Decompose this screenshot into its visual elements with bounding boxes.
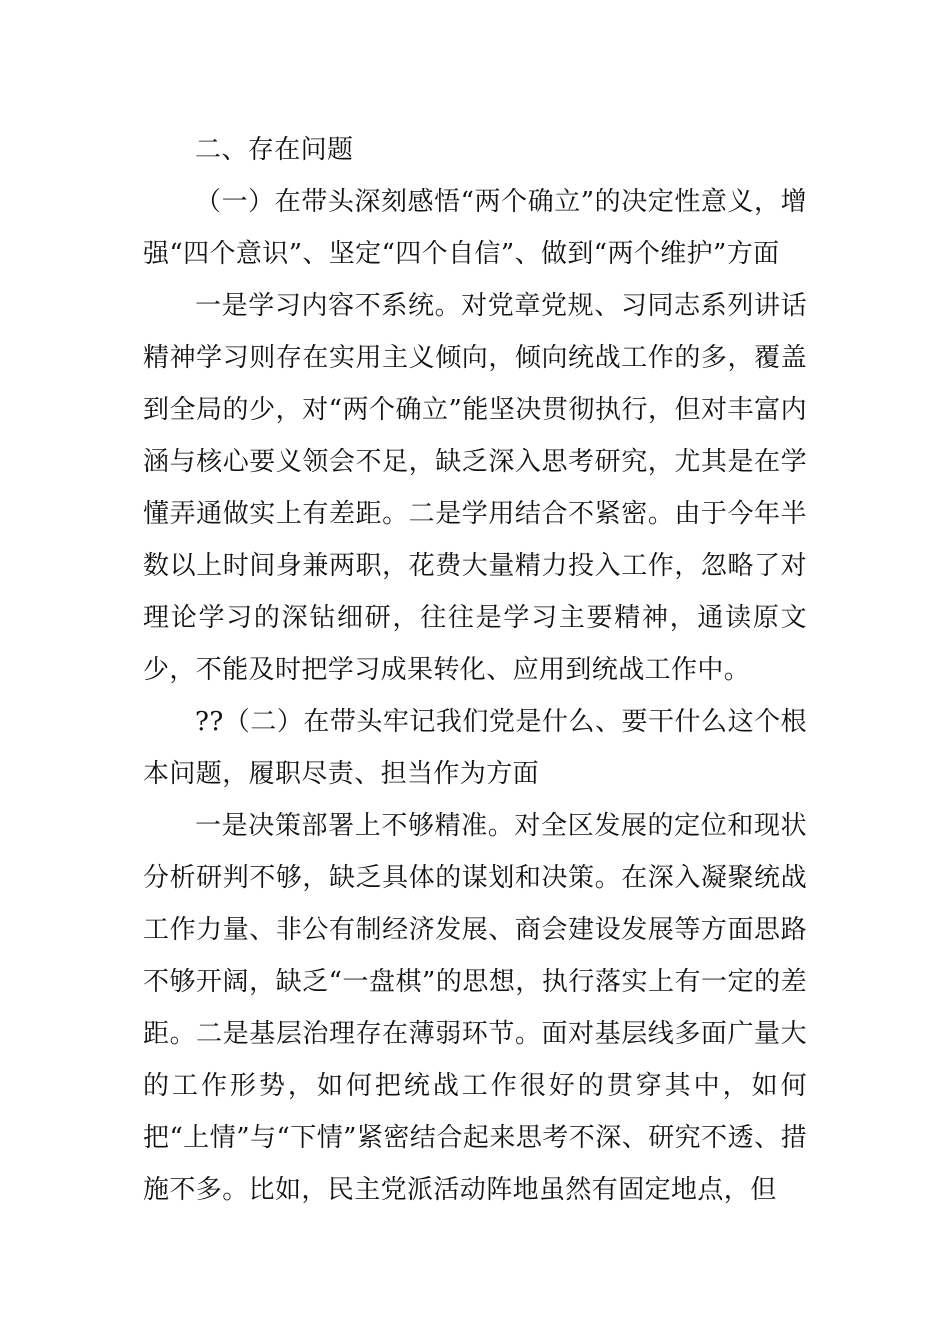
subsection-1-body: 一是学习内容不系统。对党章党规、习同志系列讲话精神学习则存在实用主义倾向，倾向统战工作的多，覆盖到全局的少，对“两个确立”能坚决贯彻执行，但对丰富内涵与核心要义领会不足，缺乏深入思考研究，尤其是在学懂弄通做实上有差距。二是学用结合不紧密。由于今年半数以上时间身兼两职，花费大量精力投入工作，忽略了对理论学习的深钻细研，往往是学习主要精神，通读原文少，不能及时把学习成果转化、应用到统战工作中。 xyxy=(143,291,807,685)
document-body xyxy=(143,124,807,1216)
subsection-1-title: （一）在带头深刻感悟“两个确立”的决定性意义，增强“四个意识”、坚定“四个自信”、做到“两个维护”方面 xyxy=(143,187,807,269)
section-heading: 二、存在问题 xyxy=(195,135,354,165)
subsection-2-title: ??（二）在带头牢记我们党是什么、要干什么这个根本问题，履职尽责、担当作为方面 xyxy=(143,707,807,789)
subsection-2-body: 一是决策部署上不够精准。对全区发展的定位和现状分析研判不够，缺乏具体的谋划和决策。在深入凝聚统战工作力量、非公有制经济发展、商会建设发展等方面思路不够开阔，缺乏“一盘棋”的思想，执行落实上有一定的差距。二是基层治理存在薄弱环节。面对基层线多面广量大的工作形势，如何把统战工作很好的贯穿其中，如何把“上情”与“下情”紧密结合起来思考不深、研究不透、措施不多。比如，民主党派活动阵地虽然有固定地点，但 xyxy=(143,811,807,1205)
